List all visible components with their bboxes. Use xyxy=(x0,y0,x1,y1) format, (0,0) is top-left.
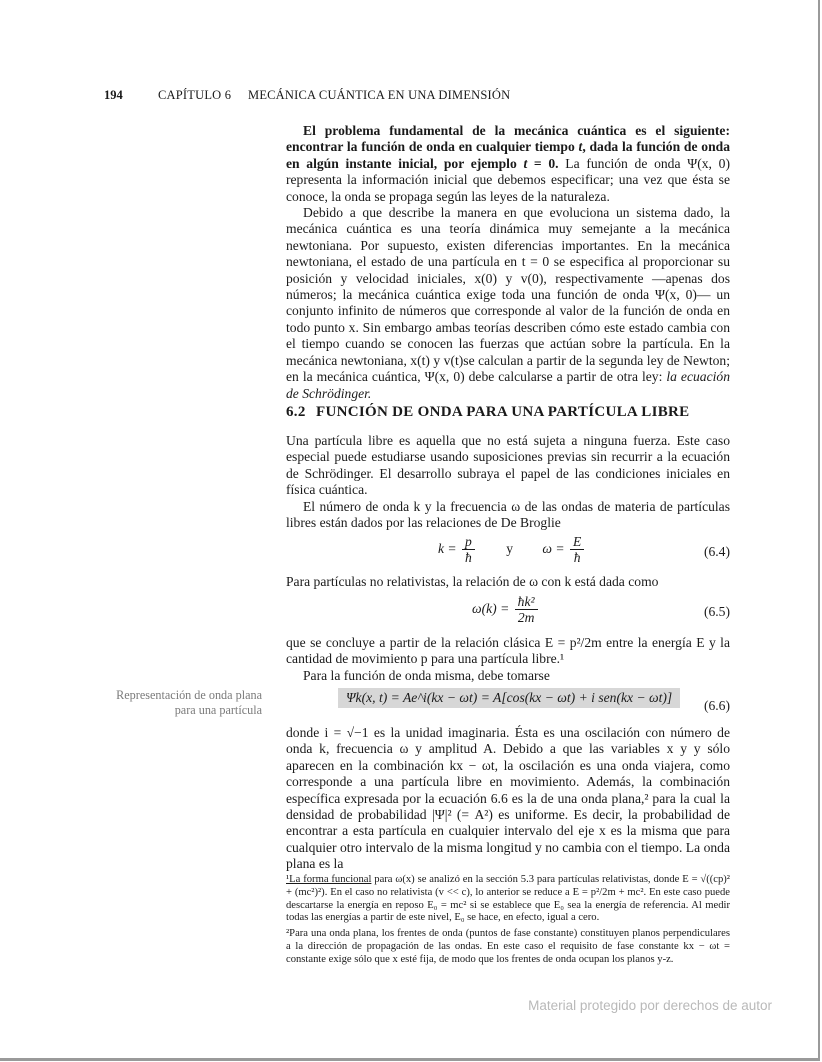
intro-text xyxy=(286,123,730,402)
chapter-title: MECÁNICA CUÁNTICA EN UNA DIMENSIÓN xyxy=(248,88,511,102)
footnotes xyxy=(286,874,730,967)
section-body-2 xyxy=(286,574,730,590)
body-paragraph: Para partículas no relativistas, la relación de ω con k está dada como xyxy=(286,574,659,589)
body-paragraph: donde i = √−1 es la unidad imaginaria. Ésta es una oscilación con número de onda k, frecuencia ω y amplitud A. Debido a que las variables x y y sólo aparecen en la combinación kx − ωt, la oscilación es una onda viajera, como corresponde a una partícula libre en movimiento. Además, la combinación específica expresada por la ecuación 6.6 es la de una onda plana,² para la cual la densidad de probabilidad |Ψ|² (= A²) es uniforme. Es decir, la probabilidad de encontrar a esta partícula en cualquier intervalo del eje x es la misma que para cualquier otro intervalo de la misma longitud y no cambia con el tiempo. La onda plana es la xyxy=(286,725,730,872)
equation-number: (6.4) xyxy=(703,544,730,559)
body-paragraph: que se concluye a partir de la relación clásica E = p²/2m entre la energía E y la cantidad de movimiento p para una partícula libre.¹ xyxy=(286,635,730,667)
body-paragraph: Una partícula libre es aquella que no está sujeta a ninguna fuerza. Este caso especial puede estudiarse usando suposiciones previas sin recurrir a la ecuación de Schrödinger. El desarrollo subraya el papel de las condiciones iniciales en física cuántica. xyxy=(286,433,730,498)
page-number: 194 xyxy=(104,88,123,102)
running-header xyxy=(104,88,510,103)
body-paragraph: Para la función de onda misma, debe tomarse xyxy=(303,667,550,683)
equation-6-4: k = $\frac{p}{ħ}$ y ω = $\frac{E}{ħ}$ (6.4) xyxy=(438,534,730,565)
intro-paragraph-2: Debido a que describe la manera en que evoluciona un sistema dado, la mecánica cuántica es una teoría dinámica muy semejante a la mecánica newtoniana. Por supuesto, existen diferencias importantes. En la mecánica newtoniana, el estado de una partícula en t = 0 se especifica al proporcionar su posición y velocidad iniciales, x(0) y v(0), respectivamente —apenas dos números; la mecánica cuántica exige toda una función de onda Ψ(x, 0)— un conjunto infinito de números que corresponde al valor de la función de onda en todo punto x. Sin embargo ambas teorías describen cómo este estado cambia con el tiempo cuando se conocen las fuerzas que actúan sobre la partícula. En la mecánica newtoniana, x(t) y v(t)se calculan a partir de la segunda ley de Newton; en la mecánica cuántica, Ψ(x, 0) debe calcularse a partir de otra ley: la ecuación de Schrödinger. xyxy=(286,205,731,401)
chapter-label: CAPÍTULO 6 xyxy=(158,88,232,102)
footnote-2: ²Para una onda plana, los frentes de onda (puntos de fase constante) constituyen planos perpendiculares a la dirección de propagación de las ondas. En este caso el requisito de fase constante kx − ωt = constante exige sólo que x esté fija, de modo que los frentes de onda ocupan los planos y-z. xyxy=(286,928,730,965)
copyright-watermark: Material protegido por derechos de autor xyxy=(528,998,772,1013)
footnote-1: ¹La forma funcional para ω(x) se analizó en la sección 5.3 para partículas relativistas, donde E = √((cp)² + (mc²)²). En el caso no relativista (v << c), lo anterior se reduce a E = p²/2m + mc². En este caso puede descartarse la energía en reposo E₀ = mc² si se establece que E₀ sea la energía de referencia. Al medir todas las energías a partir de este nivel, E₀ se hace, en efecto, igual a cero. xyxy=(286,874,730,924)
equation-6-5: ω(k) = $\frac{\text{ħk²}}{2m}$ (6.5) xyxy=(472,594,730,625)
highlighted-equation: Ψk(x, t) = Ae^i(kx − ωt) = A[cos(kx − ωt) + i sen(kx − ωt)] xyxy=(338,688,680,708)
intro-paragraph: El problema fundamental de la mecánica cuántica es el siguiente: encontrar la función de onda en cualquier tiempo t, dada la función de onda en algún instante inicial, por ejemplo t = 0. La función de onda Ψ(x, 0) representa la información inicial que debemos especificar; una vez que ésta se conoce, la onda se propaga según las leyes de la naturaleza. xyxy=(286,123,730,204)
section-body-3 xyxy=(286,635,730,684)
section-body-4 xyxy=(286,725,730,873)
equation-6-6 xyxy=(286,688,730,724)
section-body-1 xyxy=(286,433,730,531)
equation-number: (6.6) xyxy=(703,698,730,713)
equation-number: (6.5) xyxy=(703,604,730,619)
body-paragraph: El número de onda k y la frecuencia ω de las ondas de materia de partículas libres están dados por las relaciones de De Broglie xyxy=(286,498,730,531)
margin-note: Representación de onda plana para una partícula xyxy=(116,688,262,717)
section-heading: 6.2 FUNCIÓN DE ONDA PARA UNA PARTÍCULA LIBRE xyxy=(286,404,690,420)
